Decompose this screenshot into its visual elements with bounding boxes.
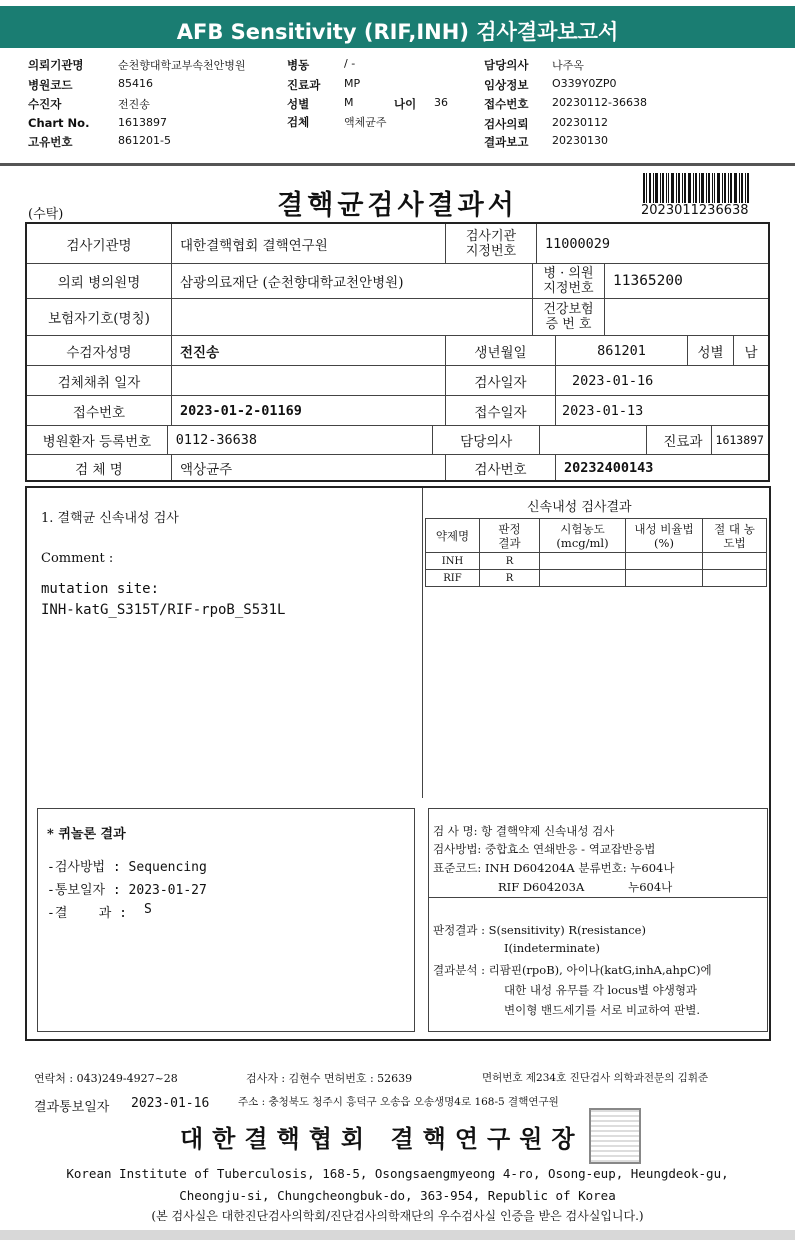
label-specimen: 검체 — [287, 115, 310, 129]
english-address-line1: Korean Institute of Tuberculosis, 168-5, Osongsaengmyeong 4-ro, Osong-eup, Heungdeok-gu, — [66, 1166, 729, 1181]
col-ratio: 내성 비율법(%) — [626, 519, 703, 553]
value-chart-no: 1613897 — [118, 116, 167, 129]
test-date-value: 2023-01-16 — [572, 372, 654, 389]
test-date-label: 검사일자 — [446, 366, 556, 395]
section-divider — [0, 163, 795, 166]
health-ins-label-line1: 건강보험 — [543, 302, 594, 317]
value-specimen: 액체균주 — [344, 116, 387, 129]
hosp-reg-value: 0112-36638 — [168, 426, 434, 454]
dept-label: 진료과 — [647, 426, 711, 454]
notify-date-value: 2023-01-16 — [131, 1096, 210, 1111]
judge-line-2: I(indeterminate) — [504, 941, 600, 955]
institute-director-name: 대한결핵협회 결핵연구원장 — [180, 1124, 584, 1153]
label-result-report: 결과보고 — [484, 135, 529, 149]
absolute-cell — [703, 553, 767, 570]
label-requesting-institution: 의뢰기관명 — [28, 58, 84, 72]
quinolone-title: * 퀴놀론 결과 — [47, 827, 126, 842]
collect-date-label: 검체채취 일자 — [27, 366, 172, 395]
document-title: 결핵균검사결과서 — [277, 190, 518, 221]
value-clinical-info: O339Y0ZP0 — [552, 77, 617, 90]
quinolone-box — [37, 808, 415, 1032]
result-cell: R — [480, 570, 540, 587]
label-patient: 수진자 — [28, 97, 62, 111]
value-department: MP — [344, 77, 361, 90]
value-receipt-no: 20230112-36638 — [552, 96, 647, 109]
barcode-number: 2023011236638 — [641, 203, 749, 218]
health-ins-label-line2: 증 번 호 — [545, 317, 592, 332]
table-row — [27, 264, 768, 299]
col-concentration: 시험농도 (mcg/ml) — [540, 519, 626, 553]
value-unique-no: 861201-5 — [118, 134, 171, 147]
collect-date-value — [172, 366, 446, 395]
table-row — [27, 396, 768, 426]
dob-label: 생년월일 — [446, 336, 556, 365]
table-row — [27, 299, 768, 336]
specimen-label: 검 체 명 — [27, 455, 172, 480]
section-title: 1. 결핵균 신속내성 검사 — [41, 511, 179, 526]
insurer-value — [172, 299, 533, 335]
table-header-row — [426, 519, 767, 553]
dept-value: 1613897 — [715, 433, 764, 447]
table-row — [426, 553, 767, 570]
quinolone-method: -검사방법 : Sequencing — [47, 860, 207, 875]
label-unique-no: 고유번호 — [28, 135, 73, 149]
mutation-value: INH-katG_S315T/RIF-rpoB_S531L — [41, 602, 286, 618]
examiner-info: 검사자 : 김현수 면허번호 : 52639 — [246, 1072, 413, 1085]
insurer-label: 보험자기호(명칭) — [27, 299, 172, 335]
quinolone-result-label: -결 과 : — [47, 906, 127, 921]
column-divider — [422, 488, 423, 798]
label-hospital-code: 병원코드 — [28, 78, 73, 92]
value-patient: 전진송 — [118, 98, 150, 111]
col-absolute: 절 대 농도법 — [703, 519, 767, 553]
receipt-date-value: 2023-01-13 — [562, 402, 644, 419]
std-code-line: 표준코드: INH D604204A 분류번호: 누604나 — [433, 861, 675, 875]
label-department: 진료과 — [287, 78, 321, 92]
ratio-cell — [626, 553, 703, 570]
sex-value: 남 — [744, 344, 758, 361]
label-test-request: 검사의뢰 — [484, 117, 529, 131]
label-sex: 성별 — [287, 97, 310, 111]
designation-label — [446, 224, 537, 263]
label-receipt-no: 접수번호 — [484, 97, 529, 111]
value-ward: / - — [344, 57, 356, 70]
designation-label-line2: 지정번호 — [465, 243, 517, 259]
label-age: 나이 — [394, 97, 417, 111]
table-row — [27, 366, 768, 396]
test-no-label: 검사번호 — [446, 455, 556, 480]
table-row — [27, 336, 768, 366]
bottom-strip — [0, 1230, 795, 1240]
table-row — [426, 570, 767, 587]
patient-name-value: 전진송 — [172, 336, 446, 365]
designation-label-line1: 검사기관 — [465, 228, 517, 244]
value-hospital-code: 85416 — [118, 77, 153, 90]
label-clinical-info: 임상정보 — [484, 78, 529, 92]
barcode-icon — [643, 173, 751, 203]
label-chart-no: Chart No. — [28, 116, 90, 130]
health-ins-value — [605, 299, 768, 335]
testing-org-value: 대한결핵협회 결핵연구원 — [172, 224, 446, 263]
analysis-line-3: 변이형 밴드세기를 서로 비교하여 판별. — [504, 1003, 701, 1017]
conc-cell — [540, 570, 626, 587]
copy-mark: (수탁) — [28, 207, 64, 222]
value-attending-doctor: 나주옥 — [552, 59, 584, 72]
drug-cell: INH — [426, 553, 480, 570]
test-method-line: 검사방법: 중합효소 연쇄반응 - 역교잡반응법 — [433, 842, 656, 856]
license-info: 면허번호 제234호 진단검사 의학과전문의 김휘준 — [482, 1072, 709, 1084]
dob-value: 861201 — [556, 336, 688, 365]
method-divider — [429, 897, 767, 898]
value-sex: M — [344, 96, 354, 109]
test-no-value: 20232400143 — [564, 459, 654, 476]
conc-cell — [540, 553, 626, 570]
ratio-cell — [626, 570, 703, 587]
doctor-label: 담당의사 — [433, 426, 540, 454]
label-ward: 병동 — [287, 58, 310, 72]
receipt-date-label: 접수일자 — [446, 396, 556, 425]
value-result-report: 20230130 — [552, 134, 608, 147]
std-code-line-2: RIF D604203A 누604나 — [498, 880, 673, 894]
col-result: 판정 결과 — [480, 519, 540, 553]
notify-date-label: 결과통보일자 — [34, 1100, 110, 1115]
mutation-label: mutation site: — [41, 581, 160, 597]
sex-label: 성별 — [688, 336, 734, 365]
doctor-value — [540, 426, 647, 454]
value-test-request: 20230112 — [552, 116, 608, 129]
requesting-label: 의뢰 병의원명 — [27, 264, 172, 298]
sensitivity-table — [425, 518, 767, 587]
analysis-line-2: 대한 내성 유무를 각 locus별 야생형과 — [504, 983, 698, 997]
receipt-no-value: 2023-01-2-01169 — [172, 396, 446, 425]
test-name-line: 검 사 명: 항 결핵약제 신속내성 검사 — [433, 824, 615, 838]
health-ins-label — [533, 299, 605, 335]
official-seal — [589, 1108, 641, 1164]
quinolone-notify: -통보일자 : 2023-01-27 — [47, 883, 207, 898]
analysis-line: 결과분석 : 리팜핀(rpoB), 아이나(katG,inhA,ahpC)에 — [433, 963, 712, 977]
comment-label: Comment : — [41, 551, 114, 566]
drug-cell: RIF — [426, 570, 480, 587]
korean-address: 주소 : 충청북도 청주시 흥덕구 오송읍 오송생명4로 168-5 결핵연구원 — [238, 1096, 559, 1108]
clinic-no-value: 11365200 — [613, 273, 683, 289]
value-requesting-institution: 순천향대학교부속천안병원 — [118, 59, 246, 72]
hosp-reg-label: 병원환자 등록번호 — [27, 426, 168, 454]
table-row — [27, 455, 768, 480]
value-age: 36 — [434, 96, 448, 109]
sens-title: 신속내성 검사결과 — [527, 500, 632, 515]
absolute-cell — [703, 570, 767, 587]
clinic-no-label — [533, 264, 605, 298]
judge-line: 판정결과 : S(sensitivity) R(resistance) — [433, 923, 646, 937]
specimen-value: 액상균주 — [172, 455, 446, 480]
receipt-no-label: 접수번호 — [27, 396, 172, 425]
result-section — [25, 486, 771, 1041]
result-cell: R — [480, 553, 540, 570]
label-attending-doctor: 담당의사 — [484, 58, 529, 72]
col-drug: 약제명 — [426, 519, 480, 553]
report-title: AFB Sensitivity (RIF,INH) 검사결과보고서 — [176, 20, 619, 44]
method-box — [428, 808, 768, 1032]
english-address-line2: Cheongju-si, Chungcheongbuk-do, 363-954, Republic of Korea — [179, 1188, 616, 1203]
contact-info: 연락처 : 043)249-4927~28 — [34, 1072, 178, 1085]
clinic-no-label-line1: 병 · 의원 — [543, 266, 594, 281]
patient-name-label: 수검자성명 — [27, 336, 172, 365]
quinolone-result-value: S — [144, 902, 152, 917]
requesting-value: 삼광의료재단 (순천향대학교천안병원) — [172, 264, 533, 298]
table-row — [27, 224, 768, 264]
certification-note: (본 검사실은 대한진단검사의학회/진단검사의학재단의 우수검사실 인증을 받은 검사실입니다.) — [151, 1209, 644, 1223]
patient-info-table — [25, 222, 770, 482]
clinic-no-label-line2: 지정번호 — [543, 281, 594, 296]
testing-org-label: 검사기관명 — [27, 224, 172, 263]
designation-value: 11000029 — [545, 235, 611, 252]
table-row — [27, 426, 768, 455]
report-banner — [0, 0, 795, 48]
